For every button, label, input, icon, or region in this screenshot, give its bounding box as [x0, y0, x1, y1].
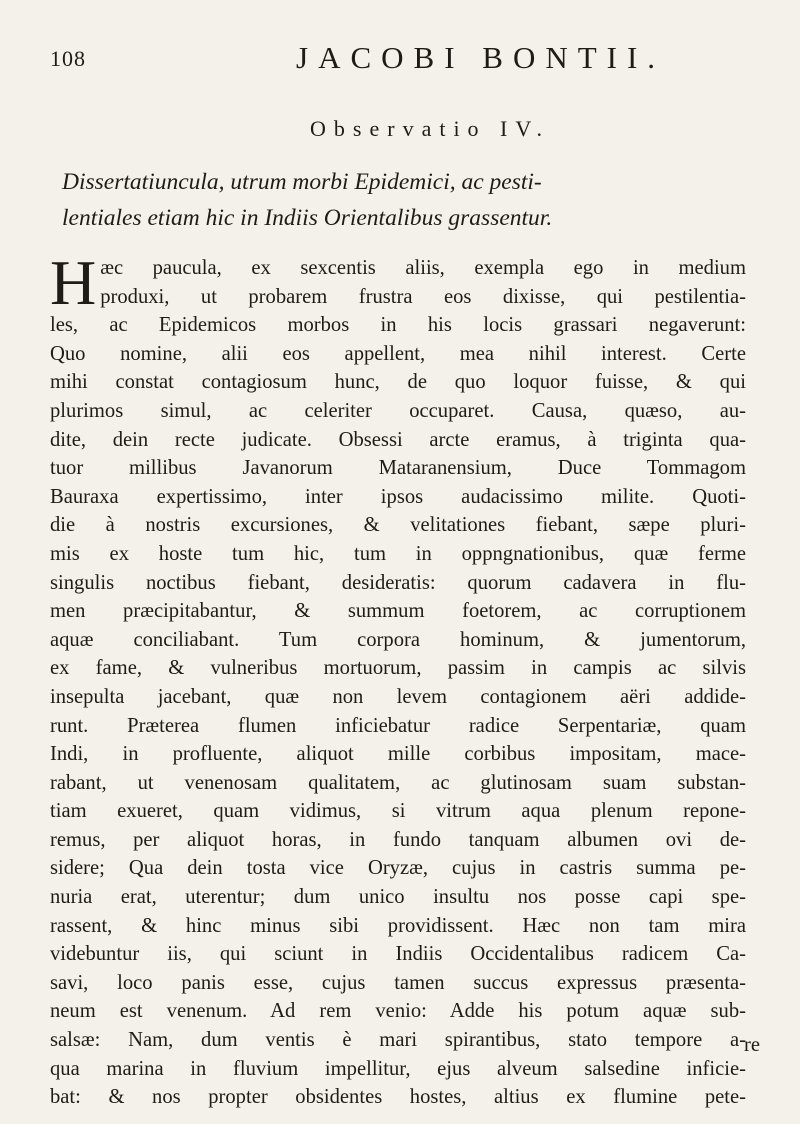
catchword: re	[744, 1034, 760, 1056]
text-line: nuria erat, uterentur; dum unico insultu nos posse capi spe-	[50, 886, 746, 909]
text-line: salsæ: Nam, dum ventis è mari spirantibus, stato tempore a-	[50, 1029, 746, 1052]
text-line: neum est venenum. Ad rem venio: Adde his potum aquæ sub-	[50, 1000, 746, 1023]
body-text	[40, 247, 760, 1112]
text-line: videbuntur iis, qui sciunt in Indiis Occidentalibus radicem Ca-	[50, 943, 746, 966]
text-line: ex fame, & vulneribus mortuorum, passim in campis ac silvis	[50, 657, 746, 680]
text-line: rabant, ut venenosam qualitatem, ac glutinosam suam substan-	[50, 771, 746, 794]
text-line: dite, dein recte judicate. Obsessi arcte eramus, à triginta qua-	[50, 428, 746, 451]
text-line: bat: & nos propter obsidentes hostes, altius ex flumine pete-	[50, 1086, 746, 1109]
text-line: singulis noctibus fiebant, desideratis: quorum cadavera in flu-	[50, 571, 746, 594]
text-line: tuor millibus Javanorum Mataranensium, Duce Tommagom	[50, 457, 746, 480]
text-line: insepulta jacebant, quæ non levem contagionem aëri addide-	[50, 685, 746, 708]
running-head	[40, 40, 760, 88]
text-line: aquæ conciliabant. Tum corpora hominum, & jumentorum,	[50, 628, 746, 651]
text-line: die à nostris excursiones, & velitationes fiebant, sæpe pluri-	[50, 514, 746, 537]
text-line: mis ex hoste tum hic, tum in oppngnationibus, quæ ferme	[50, 542, 746, 565]
text-line: qua marina in fluvium impellitur, ejus alveum salsedine inficie-	[50, 1057, 746, 1080]
text-line: produxi, ut probarem frustra eos dixisse, qui pestilentia-	[100, 285, 746, 308]
text-line: tiam exueret, quam vidimus, si vitrum aqua plenum repone-	[50, 800, 746, 823]
text-line: savi, loco panis esse, cujus tamen succus expressus præsenta-	[50, 971, 746, 994]
page-number: 108	[50, 46, 86, 71]
subtitle-line: lentiales etiam hic in Indiis Orientalibus grassentur.	[62, 205, 553, 231]
text-line: les, ac Epidemicos morbos in his locis grassari negaverunt:	[50, 314, 746, 337]
observation-heading: Observatio IV.	[310, 116, 550, 141]
text-line: sidere; Qua dein tosta vice Oryzæ, cujus in castris summa pe-	[50, 857, 746, 880]
subtitle-line: Dissertatiuncula, utrum morbi Epidemici, ac pesti-	[62, 169, 542, 195]
text-line: Bauraxa expertissimo, inter ipsos audacissimo milite. Quoti-	[50, 485, 746, 508]
text-line: mihi constat contagiosum hunc, de quo loquor fuisse, & qui	[50, 371, 746, 394]
text-line: rassent, & hinc minus sibi providissent. Hæc non tam mira	[50, 914, 746, 937]
drop-cap: H	[50, 247, 97, 318]
running-title: JACOBI BONTII.	[296, 40, 666, 75]
dissertation-subtitle	[40, 164, 760, 236]
text-line: æc paucula, ex sexcentis aliis, exempla ego in medium	[100, 257, 746, 279]
text-line: runt. Præterea flumen inficiebatur radice Serpentariæ, quam	[50, 714, 746, 737]
text-line: plurimos simul, ac celeriter occuparet. Causa, quæso, au-	[50, 399, 746, 422]
text-line: Indi, in profluente, aliquot mille corbibus impositam, mace-	[50, 743, 746, 766]
text-line: remus, per aliquot horas, in fundo tanquam albumen ovi de-	[50, 828, 746, 851]
text-line: men præcipitabantur, & summum foetorem, ac corruptionem	[50, 600, 746, 623]
text-line: Quo nomine, alii eos appellent, mea nihil interest. Certe	[50, 342, 746, 365]
